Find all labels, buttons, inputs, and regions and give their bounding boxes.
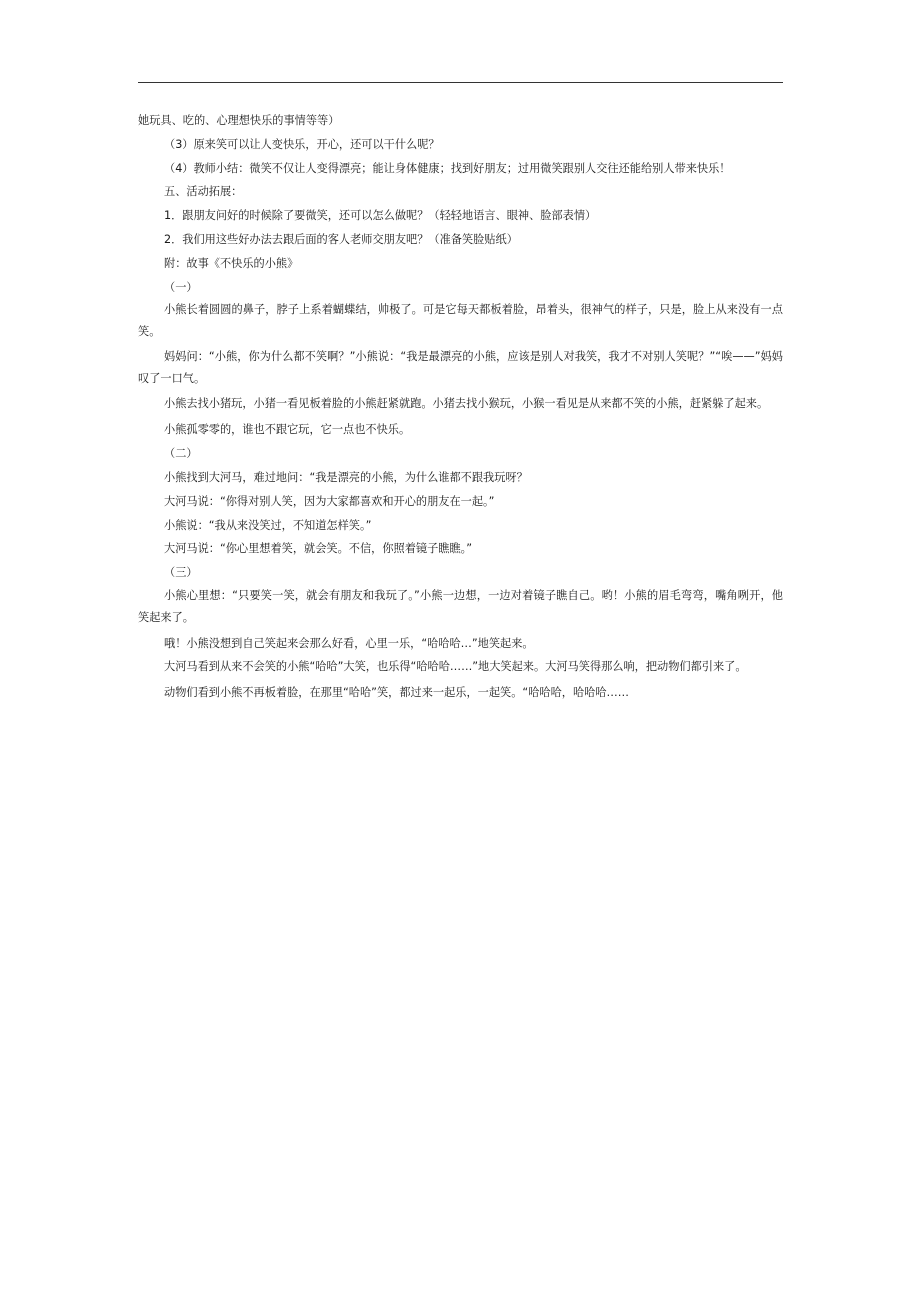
section-heading-extension: 五、活动拓展： — [164, 185, 243, 199]
story-paragraph: 大河马说：“你心里想着笑，就会笑。不信，你照着镜子瞧瞧。” — [164, 542, 473, 556]
paragraph-item-4: （4）教师小结：微笑不仅让人变得漂亮；能让身体健康；找到好朋友；过用微笑跟别人交往还能给别人带来快乐！ — [164, 161, 731, 175]
story-part-2-heading: （二） — [164, 447, 198, 461]
story-paragraph: 动物们看到小熊不再板着脸，在那里“哈哈”笑，都过来一起乐，一起笑。“哈哈哈，哈哈哈…… — [164, 685, 629, 699]
story-paragraph: 小熊孤零零的，谁也不跟它玩，它一点也不快乐。 — [164, 423, 411, 437]
story-paragraph: 小熊心里想：“只要笑一笑，就会有朋友和我玩了。”小熊一边想，一边对着镜子瞧自己。哟！小熊的眉毛弯弯，嘴角咧开，他笑起来了。 — [138, 588, 783, 624]
story-paragraph: 哦！小熊没想到自己笑起来会那么好看，心里一乐，“哈哈哈…”地笑起来。 — [164, 636, 534, 650]
paragraph-extension-1: 1．跟朋友问好的时候除了要微笑，还可以怎么做呢？（轻轻地语言、眼神、脸部表情） — [164, 209, 597, 223]
story-paragraph: 小熊长着圆圆的鼻子，脖子上系着蝴蝶结，帅极了。可是它每天都板着脸，昂着头，很神气的样子，只是，脸上从来没有一点笑。 — [138, 303, 783, 339]
story-part-3-heading: （三） — [164, 566, 198, 580]
story-paragraph: 大河马看到从来不会笑的小熊“哈哈”大笑，也乐得“哈哈哈……”地大笑起来。大河马笑得那么响，把动物们都引来了。 — [164, 659, 747, 673]
story-paragraph: 小熊去找小猪玩，小猪一看见板着脸的小熊赶紧就跑。小猪去找小猴玩，小猴一看见是从来都不笑的小熊，赶紧躲了起来。 — [164, 397, 769, 411]
paragraph-item-3: （3）原来笑可以让人变快乐，开心，还可以干什么呢？ — [164, 137, 440, 151]
story-paragraph: 大河马说：“你得对别人笑，因为大家都喜欢和开心的朋友在一起。” — [164, 494, 495, 508]
story-part-1-heading: （一） — [164, 280, 198, 294]
story-paragraph: 小熊找到大河马，难过地问：“我是漂亮的小熊，为什么谁都不跟我玩呀？ — [164, 470, 528, 484]
story-paragraph: 小熊说：“我从来没笑过，不知道怎样笑。” — [164, 518, 372, 532]
header-rule — [138, 82, 783, 83]
paragraph-extension-2: 2．我们用这些好办法去跟后面的客人老师交朋友吧？（准备笑脸贴纸） — [164, 232, 518, 246]
document-body — [138, 109, 783, 705]
story-paragraph: 妈妈问：“小熊，你为什么都不笑啊？”小熊说：“我是最漂亮的小熊，应该是别人对我笑，我才不对别人笑呢？”“唉——”妈妈叹了一口气。 — [138, 350, 783, 386]
appendix-title: 附：故事《不快乐的小熊》 — [164, 256, 299, 270]
paragraph-continuation: 她玩具、吃的、心理想快乐的事情等等） — [138, 114, 340, 127]
